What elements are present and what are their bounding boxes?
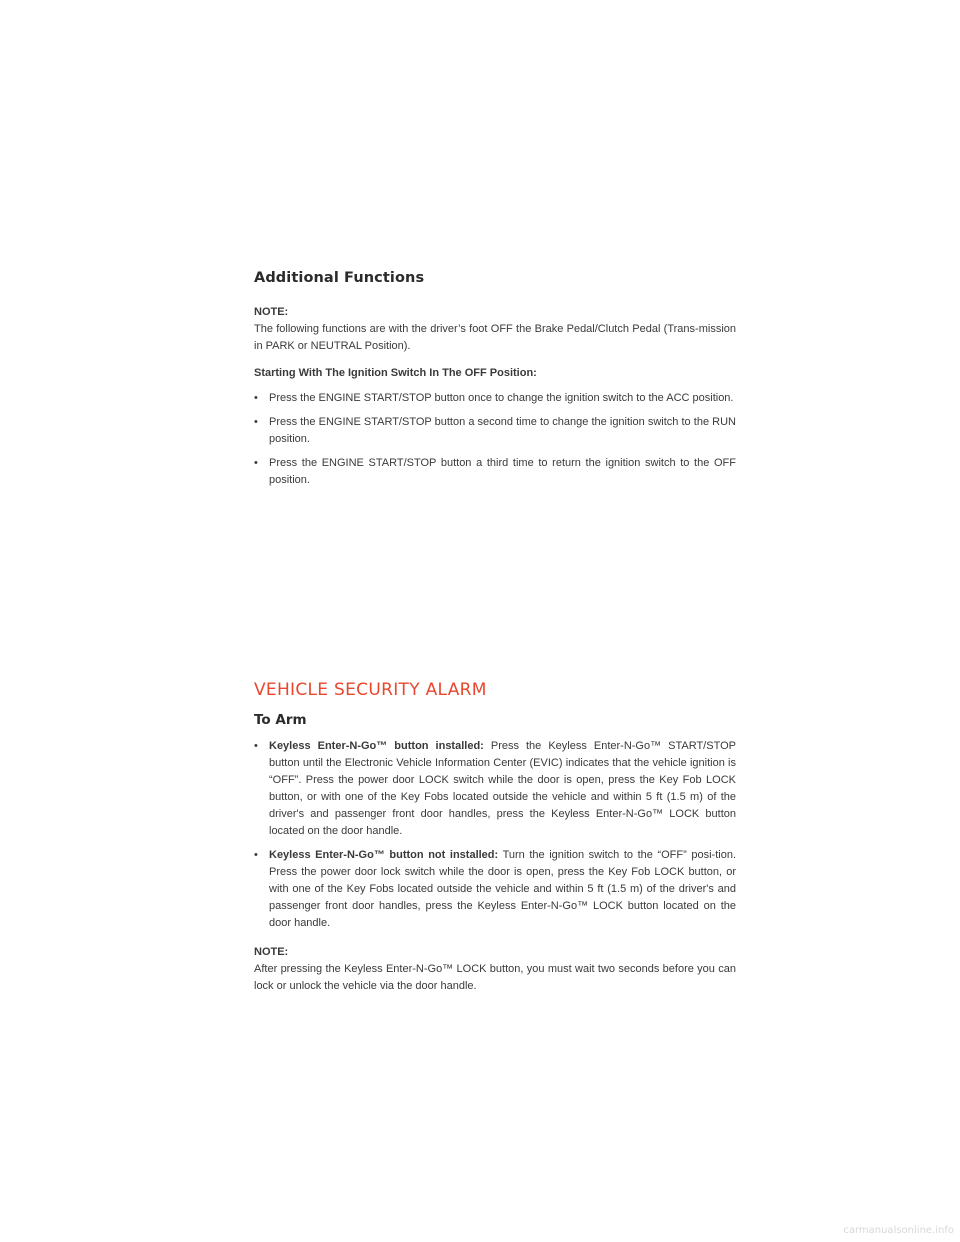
bullet-icon: • bbox=[254, 457, 258, 469]
section-title: Additional Functions bbox=[254, 270, 425, 286]
bullet-list bbox=[254, 738, 736, 932]
footer-watermark: carmanualsonline.info bbox=[843, 1225, 954, 1236]
bullet-list bbox=[254, 390, 736, 489]
note-label: NOTE: bbox=[254, 306, 289, 318]
bullet-icon: • bbox=[254, 416, 258, 428]
item-text: Turn the ignition switch to the “OFF” posi-tion. Press the power door lock switch while the door is open, press the Key Fob LOCK button, or with one of the Key Fobs located outside the vehicle and within 5 ft (1.5 m) of the driver's and passenger front door handles, press the Keyless Enter-N-Go™ LOCK button located on the door handle. bbox=[269, 849, 736, 929]
bullet-icon: • bbox=[254, 740, 258, 752]
note-text: After pressing the Keyless Enter-N-Go™ LOCK button, you must wait two seconds before you can lock or unlock the vehicle via the door handle. bbox=[254, 963, 736, 992]
list-item: • Press the ENGINE START/STOP button a second time to change the ignition switch to the RUN position. bbox=[254, 416, 736, 445]
page-title: VEHICLE SECURITY ALARM bbox=[254, 680, 487, 700]
list-item: • Press the ENGINE START/STOP button a third time to return the ignition switch to the OFF position. bbox=[254, 457, 736, 486]
item-lead: Keyless Enter-N-Go™ button installed: bbox=[269, 740, 484, 752]
section-subtitle: To Arm bbox=[254, 712, 307, 728]
bullet-icon: • bbox=[254, 392, 258, 404]
additional-functions-section bbox=[254, 270, 736, 496]
subheading: Starting With The Ignition Switch In The OFF Position: bbox=[254, 367, 537, 379]
note-label: NOTE: bbox=[254, 946, 289, 958]
list-item: • Press the ENGINE START/STOP button once to change the ignition switch to the ACC position. bbox=[254, 390, 736, 407]
list-item bbox=[254, 738, 736, 840]
item-lead: Keyless Enter-N-Go™ button not installed: bbox=[269, 849, 499, 861]
bullet-icon: • bbox=[254, 849, 258, 861]
to-arm-section bbox=[254, 712, 736, 1005]
note-text: The following functions are with the driver’s foot OFF the Brake Pedal/Clutch Pedal (Trans-mission in PARK or NEUTRAL Position). bbox=[254, 323, 736, 352]
item-text: Press the Keyless Enter-N-Go™ START/STOP button until the Electronic Vehicle Information Center (EVIC) indicates that the vehicle ignition is “OFF”. Press the power door LOCK switch while the door is open, press the Key Fob LOCK button, or with one of the Key Fobs located outside the vehicle and within 5 ft (1.5 m) of the driver's and passenger front door handles, press the Keyless Enter-N-Go™ LOCK button located on the door handle. bbox=[269, 740, 736, 837]
list-item bbox=[254, 847, 736, 932]
